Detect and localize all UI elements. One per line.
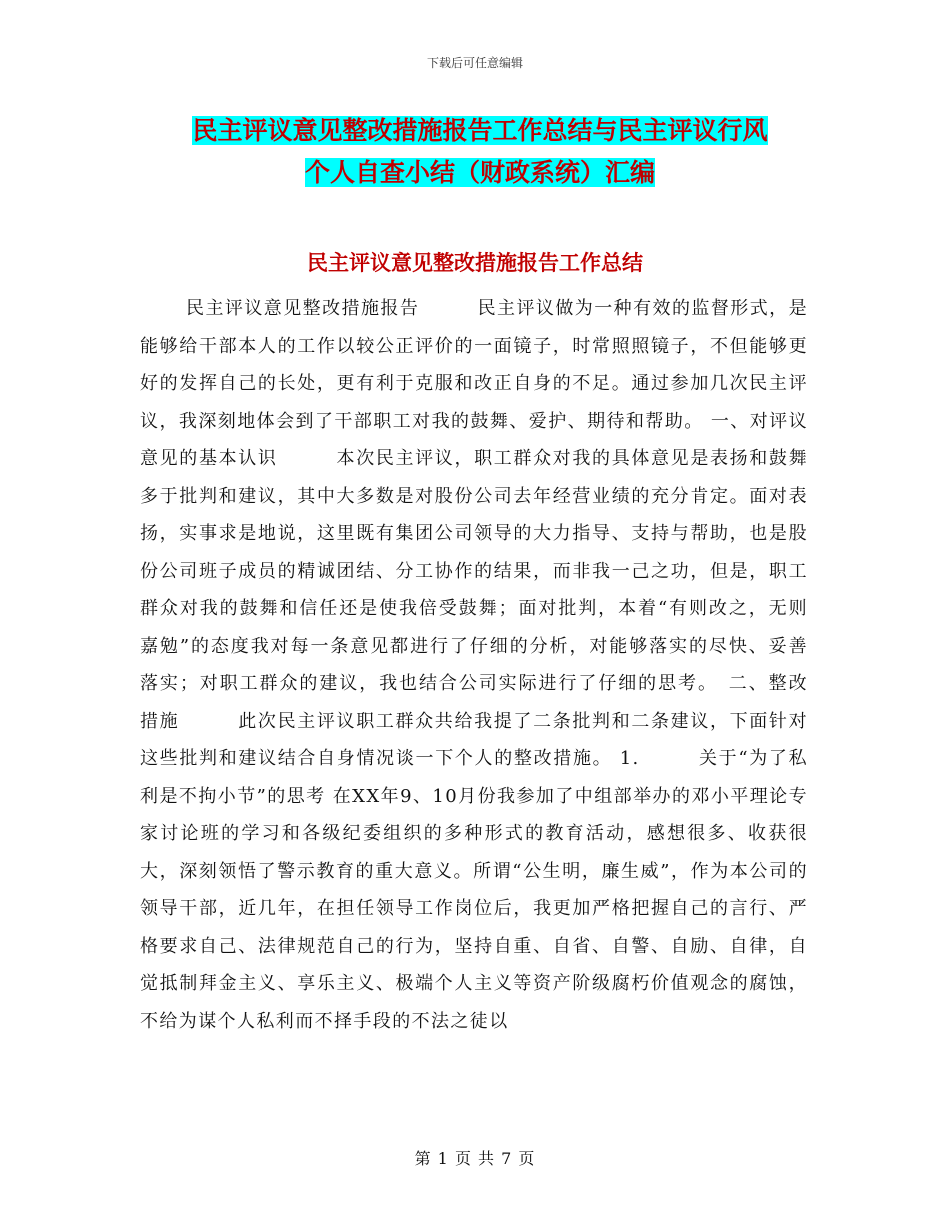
section-heading: 民主评议意见整改措施报告工作总结 — [307, 251, 643, 275]
page-number-footer: 第 1 页 共 7 页 — [414, 1149, 536, 1168]
body-paragraph: 民主评议意见整改措施报告 民主评议做为一种有效的监督形式，是能够给干部本人的工作以较公正评价的一面镜子，时常照照镜子，不但能够更好的发挥自己的长处，更有利于克服和改正自身的不足。通过参加几次民主评议，我深刻地体会到了干部职工对我的鼓舞、爱护、期待和帮助。 一、对评议意见的基本认识 本次民主评议，职工群众对我的具体意见是表扬和鼓舞多于批判和建议，其中大多数是对股份公司去年经营业绩的充分肯定。面对表扬，实事求是地说，这里既有集团公司领导的大力指导、支持与帮助，也是股份公司班子成员的精诚团结、分工协作的结果，而非我一己之功，但是，职工群众对我的鼓舞和信任还是使我倍受鼓舞；面对批判，本着“有则改之，无则嘉勉”的态度我对每一条意见都进行了仔细的分析，对能够落实的尽快、妥善落实；对职工群众的建议，我也结合公司实际进行了仔细的思考。 二、整改措施 此次民主评议职工群众共给我提了二条批判和二条建议，下面针对这些批判和建议结合自身情况谈一下个人的整改措施。 1. 关于“为了私利是不拘小节”的思考 在XX年9、10月份我参加了中组部举办的邓小平理论专家讨论班的学习和各级纪委组织的多种形式的教育活动，感想很多、收获很大，深刻领悟了警示教育的重大意义。所谓“公生明，廉生威”，作为本公司的领导干部，近几年，在担任领导工作岗位后，我更加严格把握自己的言行、严格要求自己、法律规范自己的行为，坚持自重、自省、自警、自励、自律，自觉抵制拜金主义、享乐主义、极端个人主义等资产阶级腐朽价值观念的腐蚀，不给为谋个人私利而不择手段的不法之徒以 — [140, 298, 808, 1032]
document-title-line-2: 个人自查小结（财政系统）汇编 — [304, 158, 655, 187]
header-note: 下载后可任意编辑 — [426, 56, 523, 70]
document-title — [140, 110, 820, 194]
document-title-line-1: 民主评议意见整改措施报告工作总结与民主评议行风 — [192, 116, 768, 145]
